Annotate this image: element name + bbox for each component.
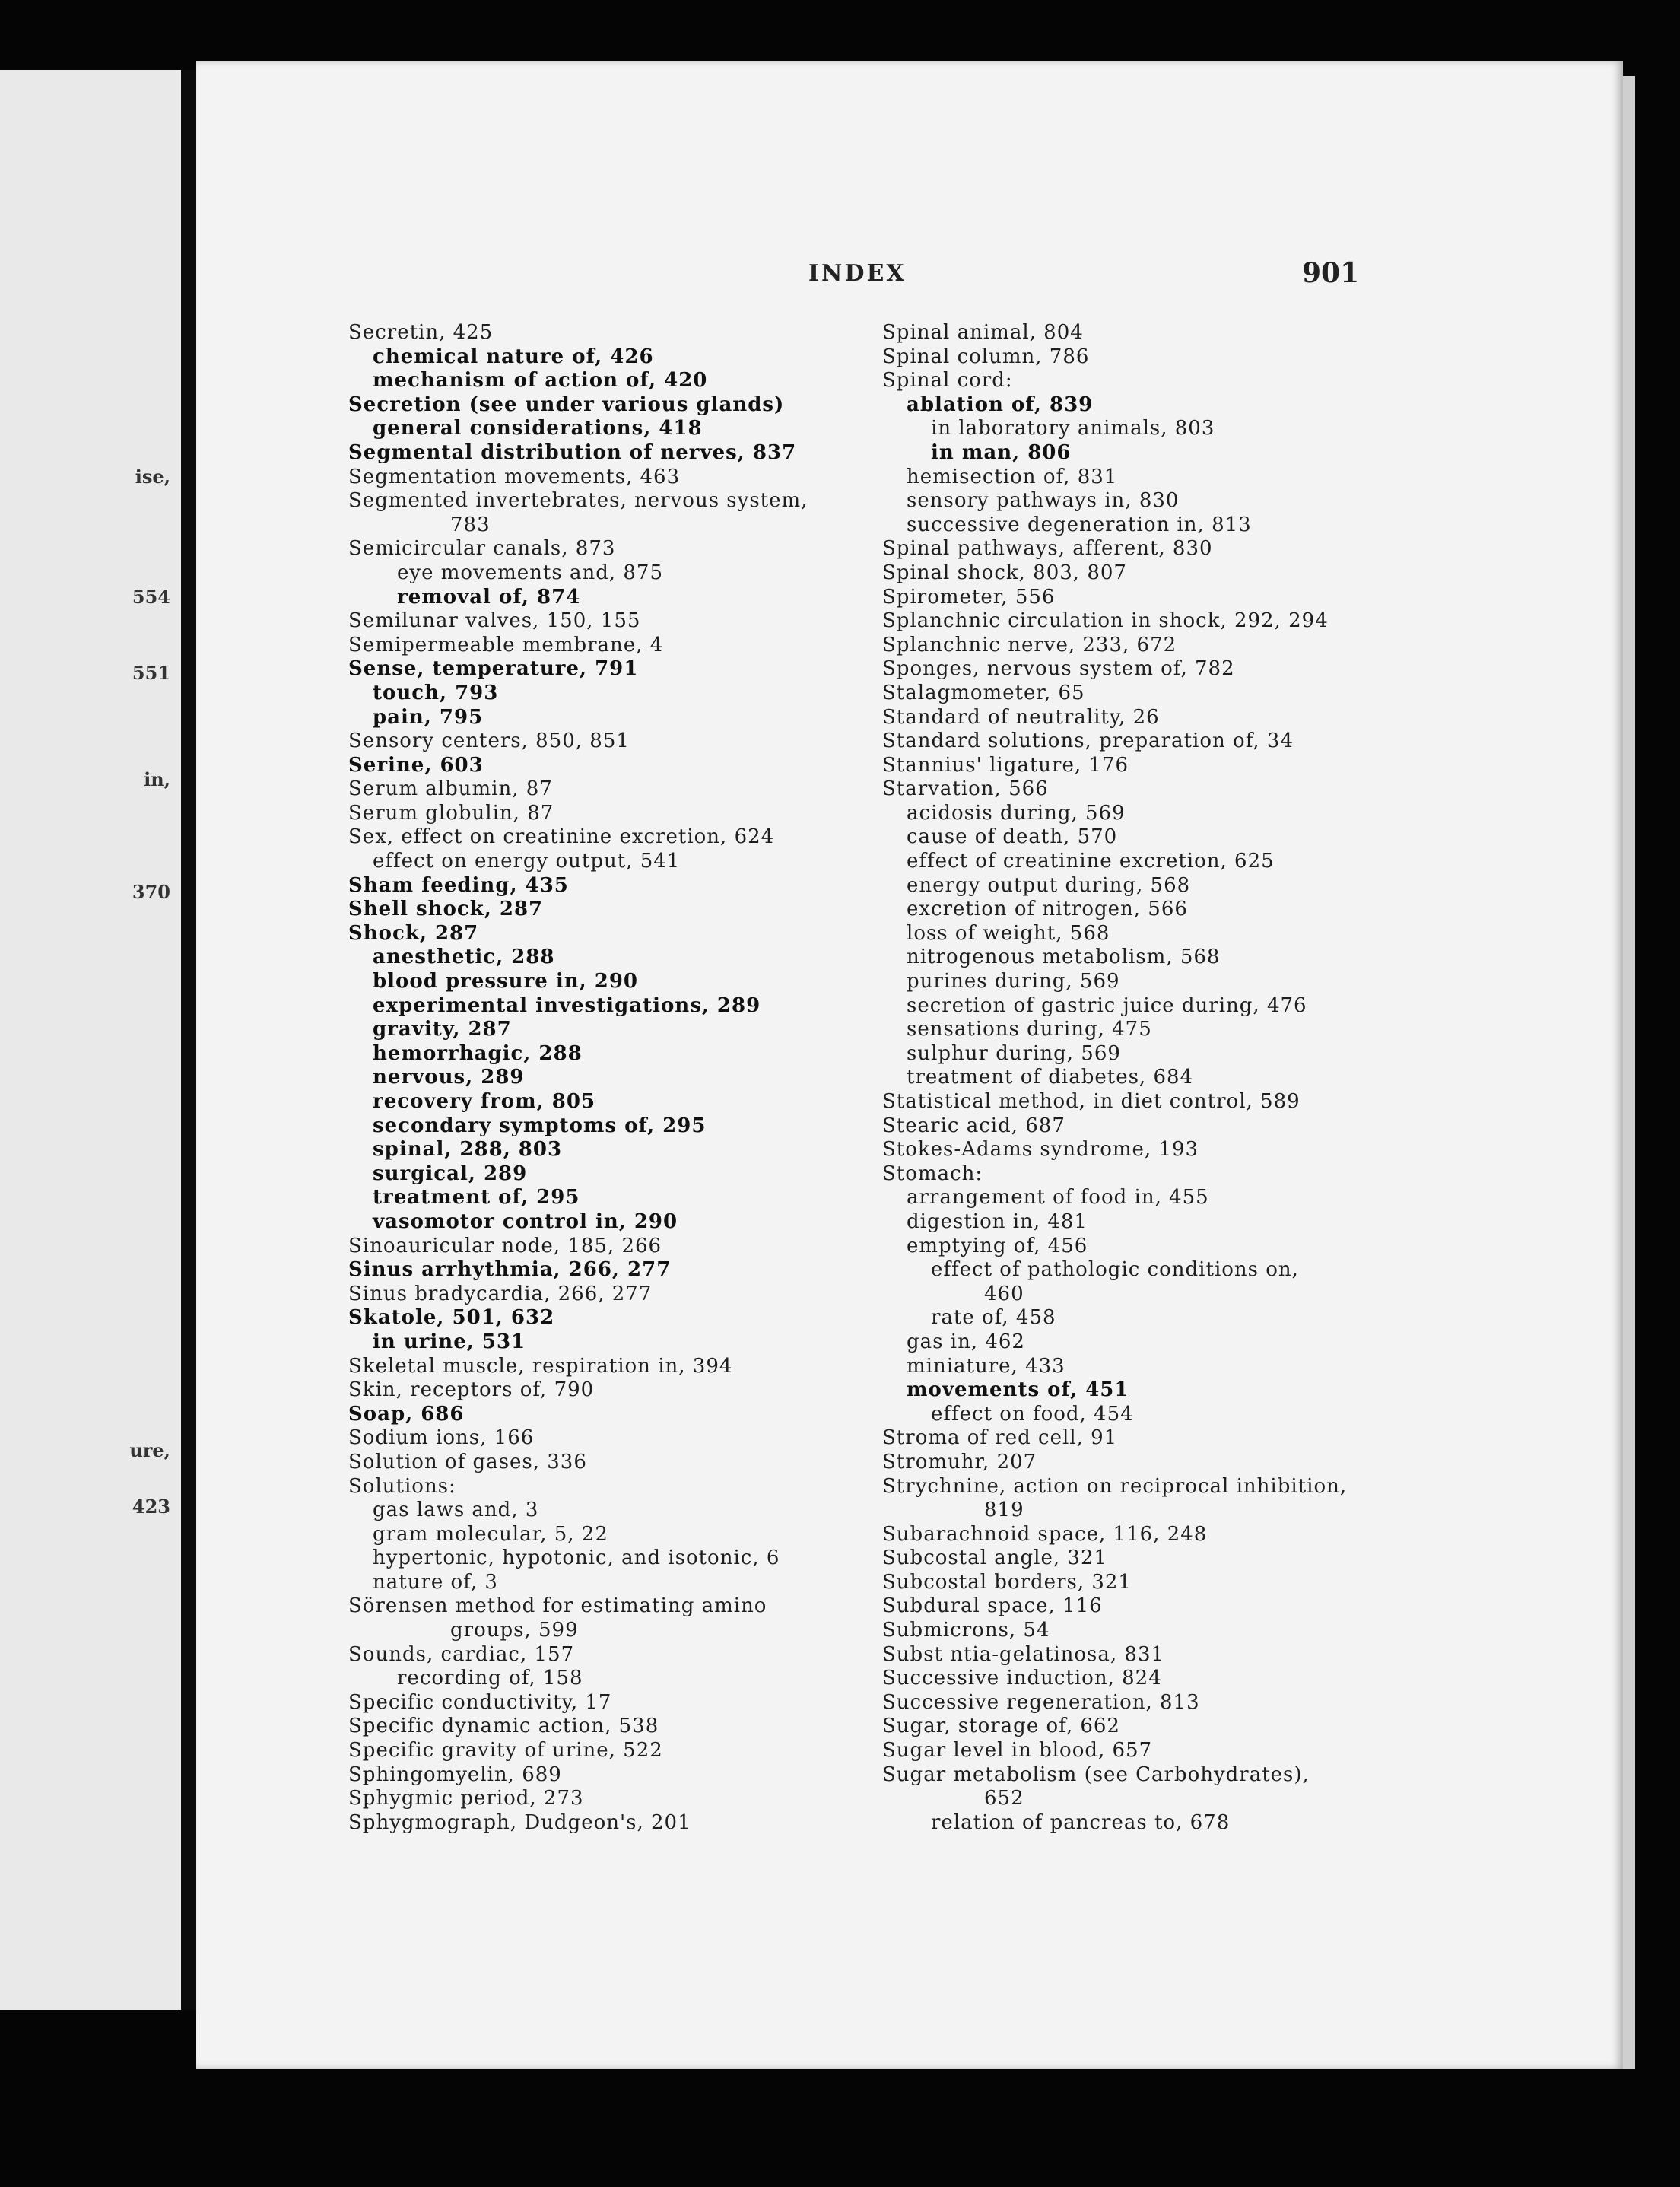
index-entry: miniature, 433 (907, 1354, 1065, 1378)
page-number: 901 (1302, 257, 1360, 289)
index-entry: effect of pathologic conditions on, (931, 1258, 1299, 1282)
index-entry: arrangement of food in, 455 (907, 1186, 1209, 1210)
facing-page-fragment: 551 (132, 662, 170, 684)
index-entry: Sinoauricular node, 185, 266 (348, 1234, 662, 1257)
index-entry: Successive regeneration, 813 (882, 1690, 1200, 1714)
index-entry: Segmented invertebrates, nervous system, (348, 489, 808, 513)
index-entry: Standard solutions, preparation of, 34 (882, 730, 1294, 753)
index-entry: sensations during, 475 (907, 1018, 1152, 1041)
index-entry: Solution of gases, 336 (348, 1450, 587, 1473)
index-entry: touch, 793 (373, 681, 499, 704)
index-entry: sulphur during, 569 (907, 1041, 1121, 1065)
index-entry: Segmentation movements, 463 (348, 465, 681, 488)
index-entry: ablation of, 839 (907, 393, 1094, 416)
index-entry: Sensory centers, 850, 851 (348, 730, 630, 753)
index-entry: Submicrons, 54 (882, 1619, 1050, 1642)
index-entry: Specific dynamic action, 538 (348, 1715, 659, 1738)
index-entry: Subarachnoid space, 116, 248 (882, 1522, 1208, 1546)
index-entry: Subcostal angle, 321 (882, 1546, 1108, 1570)
index-entry: groups, 599 (450, 1619, 579, 1642)
index-entry: Sphingomyelin, 689 (348, 1763, 562, 1786)
index-entry: Semicircular canals, 873 (348, 537, 616, 561)
index-entry: Spinal pathways, afferent, 830 (882, 537, 1213, 561)
index-entry: Starvation, 566 (882, 777, 1049, 801)
index-entry: Semilunar valves, 150, 155 (348, 609, 641, 633)
index-entry: 652 (984, 1787, 1024, 1810)
index-entry: cause of death, 570 (907, 825, 1118, 849)
index-entry: sensory pathways in, 830 (907, 489, 1180, 513)
index-entry: Sugar, storage of, 662 (882, 1715, 1120, 1738)
running-title: INDEX (808, 260, 907, 287)
index-entry: effect of creatinine excretion, 625 (907, 850, 1275, 873)
index-entry: Spirometer, 556 (882, 585, 1056, 609)
index-entry: 460 (984, 1282, 1024, 1305)
index-entry: emptying of, 456 (907, 1234, 1088, 1257)
index-entry: Stroma of red cell, 91 (882, 1426, 1118, 1450)
index-entry: Sphygmograph, Dudgeon's, 201 (348, 1810, 691, 1834)
index-entry: Sodium ions, 166 (348, 1426, 535, 1450)
index-entry: acidosis during, 569 (907, 801, 1126, 825)
index-entry: gram molecular, 5, 22 (373, 1522, 608, 1546)
index-entry: spinal, 288, 803 (373, 1138, 563, 1162)
index-entry: Secretin, 425 (348, 321, 494, 344)
facing-page-fragment: ure, (129, 1439, 170, 1461)
index-entry: rate of, 458 (931, 1306, 1056, 1330)
index-entry: in urine, 531 (373, 1330, 526, 1353)
index-entry: Subdural space, 116 (882, 1594, 1103, 1618)
index-column-right (882, 321, 1430, 1835)
index-entry: nature of, 3 (373, 1570, 498, 1594)
index-entry: chemical nature of, 426 (373, 345, 654, 368)
index-entry: Strychnine, action on reciprocal inhibition, (882, 1474, 1348, 1498)
index-entry: Sinus bradycardia, 266, 277 (348, 1282, 653, 1305)
facing-page-fragment: in, (144, 768, 170, 790)
index-entry: gas laws and, 3 (373, 1499, 539, 1522)
index-entry: removal of, 874 (397, 585, 581, 609)
index-entry: hemisection of, 831 (907, 465, 1118, 488)
index-entry: Sponges, nervous system of, 782 (882, 657, 1235, 681)
index-entry: 783 (450, 513, 491, 536)
index-entry: Sugar level in blood, 657 (882, 1739, 1153, 1763)
index-entry: Statistical method, in diet control, 589 (882, 1090, 1300, 1113)
index-entry: Sörensen method for estimating amino (348, 1594, 767, 1618)
index-entry: blood pressure in, 290 (373, 970, 639, 993)
index-entry: pain, 795 (373, 705, 484, 729)
index-entry: Semipermeable membrane, 4 (348, 633, 664, 656)
index-entry: Stannius' ligature, 176 (882, 753, 1129, 777)
index-entry: Spinal column, 786 (882, 345, 1090, 368)
index-entry: Serine, 603 (348, 753, 484, 777)
index-entry: successive degeneration in, 813 (907, 513, 1252, 536)
index-entry: Stearic acid, 687 (882, 1114, 1065, 1137)
index-entry: Subst ntia-gelatinosa, 831 (882, 1642, 1165, 1666)
index-entry: Subcostal borders, 321 (882, 1570, 1132, 1594)
index-entry: effect on food, 454 (931, 1402, 1134, 1426)
index-entry: Soap, 686 (348, 1402, 465, 1426)
page-edge (1623, 76, 1635, 2069)
index-entry: recovery from, 805 (373, 1090, 596, 1113)
index-entry: Sham feeding, 435 (348, 873, 569, 897)
index-entry: Skatole, 501, 632 (348, 1306, 555, 1330)
index-entry: gas in, 462 (907, 1330, 1025, 1353)
index-entry: in laboratory animals, 803 (931, 417, 1215, 440)
index-entry: eye movements and, 875 (397, 561, 663, 584)
facing-page-fragment: 370 (132, 881, 170, 903)
index-entry: secretion of gastric juice during, 476 (907, 993, 1307, 1017)
index-entry: hemorrhagic, 288 (373, 1041, 583, 1065)
index-entry: Serum albumin, 87 (348, 777, 553, 801)
index-entry: Stalagmometer, 65 (882, 681, 1085, 704)
index-entry: surgical, 289 (373, 1162, 528, 1185)
index-entry: Sense, temperature, 791 (348, 657, 639, 681)
index-entry: Splanchnic circulation in shock, 292, 294 (882, 609, 1329, 633)
index-entry: nervous, 289 (373, 1066, 525, 1089)
index-entry: Secretion (see under various glands) (348, 393, 785, 416)
index-entry: Successive induction, 824 (882, 1667, 1162, 1690)
index-entry: experimental investigations, 289 (373, 993, 761, 1017)
index-entry: Sphygmic period, 273 (348, 1787, 584, 1810)
index-entry: excretion of nitrogen, 566 (907, 898, 1188, 921)
index-entry: purines during, 569 (907, 970, 1120, 993)
index-entry: secondary symptoms of, 295 (373, 1114, 707, 1137)
facing-page-fragment: ise, (135, 466, 170, 488)
index-entry: Spinal cord: (882, 369, 1013, 393)
facing-page-fragment: 554 (132, 586, 170, 608)
index-entry: general considerations, 418 (373, 417, 703, 440)
index-entry: Splanchnic nerve, 233, 672 (882, 633, 1177, 656)
index-entry: Standard of neutrality, 26 (882, 705, 1160, 729)
index-entry: treatment of, 295 (373, 1186, 580, 1210)
index-entry: Stromuhr, 207 (882, 1450, 1037, 1473)
index-entry: Stokes-Adams syndrome, 193 (882, 1138, 1199, 1162)
index-entry: Spinal shock, 803, 807 (882, 561, 1127, 584)
index-entry: mechanism of action of, 420 (373, 369, 708, 393)
index-entry: Serum globulin, 87 (348, 801, 554, 825)
index-entry: loss of weight, 568 (907, 921, 1110, 945)
index-entry: digestion in, 481 (907, 1210, 1088, 1233)
index-entry: anesthetic, 288 (373, 946, 555, 969)
index-column-left (348, 321, 896, 1835)
index-entry: Sounds, cardiac, 157 (348, 1642, 575, 1666)
index-entry: Specific gravity of urine, 522 (348, 1739, 663, 1763)
index-entry: Sex, effect on creatinine excretion, 624 (348, 825, 775, 849)
index-entry: treatment of diabetes, 684 (907, 1066, 1194, 1089)
index-entry: effect on energy output, 541 (373, 850, 681, 873)
index-entry: Shock, 287 (348, 921, 479, 945)
index-entry: hypertonic, hypotonic, and isotonic, 6 (373, 1546, 780, 1570)
index-entry: relation of pancreas to, 678 (931, 1810, 1231, 1834)
index-entry: Shell shock, 287 (348, 898, 544, 921)
index-entry: 819 (984, 1499, 1024, 1522)
facing-page-fragment: 423 (132, 1496, 170, 1518)
facing-page (0, 70, 181, 2010)
index-entry: nitrogenous metabolism, 568 (907, 946, 1221, 969)
book-gutter (181, 70, 196, 2010)
index-entry: vasomotor control in, 290 (373, 1210, 678, 1233)
index-entry: in man, 806 (931, 440, 1072, 464)
index-entry: Skeletal muscle, respiration in, 394 (348, 1354, 733, 1378)
index-entry: Solutions: (348, 1474, 456, 1498)
index-entry: recording of, 158 (397, 1667, 583, 1690)
index-entry: Skin, receptors of, 790 (348, 1378, 595, 1402)
index-entry: Spinal animal, 804 (882, 321, 1084, 344)
index-entry: gravity, 287 (373, 1018, 512, 1041)
index-entry: Specific conductivity, 17 (348, 1690, 612, 1714)
index-entry: movements of, 451 (907, 1378, 1129, 1402)
index-entry: energy output during, 568 (907, 873, 1191, 897)
index-entry: Sugar metabolism (see Carbohydrates), (882, 1763, 1310, 1786)
index-entry: Segmental distribution of nerves, 837 (348, 440, 797, 464)
index-entry: Stomach: (882, 1162, 983, 1185)
index-entry: Sinus arrhythmia, 266, 277 (348, 1258, 672, 1282)
index-page (196, 61, 1623, 2069)
